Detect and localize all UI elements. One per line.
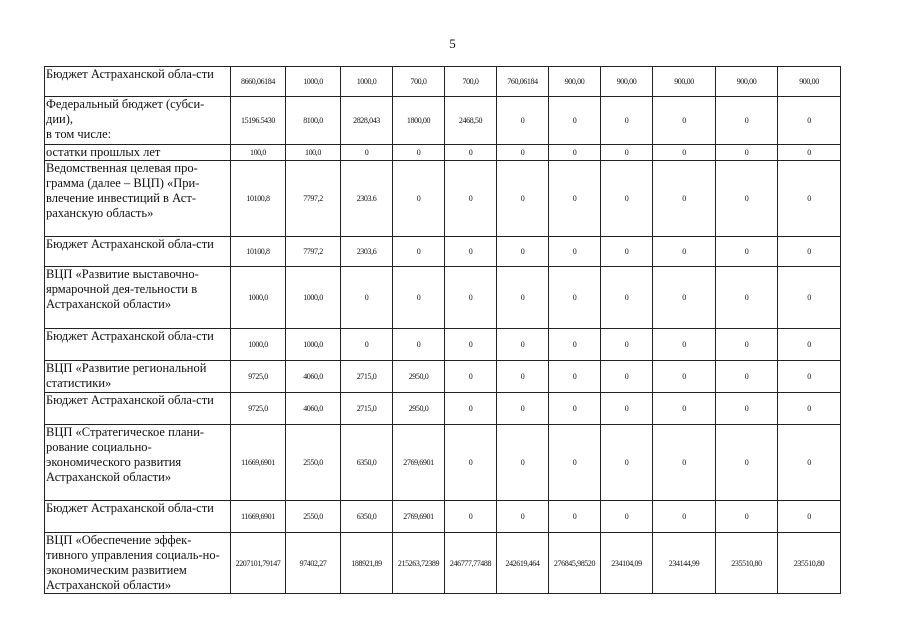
row-value: 0 — [393, 237, 445, 267]
row-value: 2550,0 — [286, 501, 341, 533]
row-value: 900,00 — [716, 67, 778, 97]
budget-table — [44, 66, 841, 594]
row-value: 0 — [549, 161, 601, 237]
row-value: 0 — [497, 361, 549, 393]
row-value: 235510,80 — [716, 533, 778, 594]
table-row — [45, 97, 841, 145]
row-value: 0 — [653, 329, 716, 361]
row-value: 0 — [445, 425, 497, 501]
row-value: 0 — [601, 393, 653, 425]
row-value: 1000,0 — [231, 329, 286, 361]
row-value: 1000,0 — [286, 67, 341, 97]
row-value: 0 — [653, 361, 716, 393]
row-value: 242619,464 — [497, 533, 549, 594]
row-value: 0 — [549, 501, 601, 533]
table-row — [45, 161, 841, 237]
row-value: 0 — [716, 237, 778, 267]
row-value: 0 — [716, 97, 778, 145]
row-value: 10100,8 — [231, 161, 286, 237]
row-value: 2550,0 — [286, 425, 341, 501]
table-row — [45, 393, 841, 425]
row-value: 0 — [716, 329, 778, 361]
row-value: 10100,8 — [231, 237, 286, 267]
row-value: 100,0 — [231, 145, 286, 161]
row-value: 0 — [497, 425, 549, 501]
row-value: 0 — [601, 97, 653, 145]
table-row — [45, 67, 841, 97]
row-value: 0 — [549, 329, 601, 361]
row-label: ВЦП «Стратегическое плани-рование социально-экономического развития Астраханской области» — [45, 425, 231, 501]
row-label: Бюджет Астраханской обла-сти — [45, 501, 231, 533]
row-value: 0 — [445, 237, 497, 267]
row-value: 234144,99 — [653, 533, 716, 594]
row-value: 6350,0 — [341, 425, 393, 501]
row-value: 0 — [778, 501, 841, 533]
row-value: 11669,6901 — [231, 501, 286, 533]
row-value: 700,0 — [445, 67, 497, 97]
row-value: 235510,80 — [778, 533, 841, 594]
row-value: 700,0 — [393, 67, 445, 97]
row-value: 760,06184 — [497, 67, 549, 97]
row-value: 0 — [778, 393, 841, 425]
row-value: 0 — [716, 425, 778, 501]
row-label: Бюджет Астраханской обла-сти — [45, 67, 231, 97]
page-number: 5 — [449, 36, 456, 51]
table-row — [45, 267, 841, 329]
row-value: 234104,09 — [601, 533, 653, 594]
row-value: 0 — [778, 145, 841, 161]
row-value: 0 — [601, 361, 653, 393]
row-value: 1000,0 — [341, 67, 393, 97]
row-value: 0 — [653, 161, 716, 237]
row-value: 0 — [549, 393, 601, 425]
row-label: ВЦП «Развитие выставочно-ярмарочной дея-тельности в Астраханской области» — [45, 267, 231, 329]
row-value: 0 — [497, 501, 549, 533]
row-value: 0 — [445, 361, 497, 393]
row-label: Федеральный бюджет (субси-дии), в том числе: — [45, 97, 231, 145]
row-value: 0 — [778, 361, 841, 393]
row-value: 0 — [497, 97, 549, 145]
row-value: 246777,77488 — [445, 533, 497, 594]
row-value: 4060,0 — [286, 393, 341, 425]
row-value: 0 — [601, 161, 653, 237]
row-label: Бюджет Астраханской обла-сти — [45, 237, 231, 267]
row-value: 0 — [445, 145, 497, 161]
row-value: 0 — [445, 329, 497, 361]
row-label: ВЦП «Развитие региональной статистики» — [45, 361, 231, 393]
row-value: 0 — [601, 237, 653, 267]
row-value: 100,0 — [286, 145, 341, 161]
row-value: 0 — [778, 97, 841, 145]
row-value: 0 — [393, 145, 445, 161]
row-value: 0 — [778, 161, 841, 237]
row-value: 0 — [716, 145, 778, 161]
table-row — [45, 425, 841, 501]
row-value: 1800,00 — [393, 97, 445, 145]
row-value: 0 — [653, 425, 716, 501]
row-label: Ведомственная целевая про-грамма (далее – ВЦП) «При-влечение инвестиций в Аст-раханскую область» — [45, 161, 231, 237]
row-value: 0 — [341, 329, 393, 361]
row-value: 7797,2 — [286, 161, 341, 237]
row-value: 0 — [653, 237, 716, 267]
row-value: 0 — [653, 145, 716, 161]
row-value: 0 — [445, 267, 497, 329]
row-label: остатки прошлых лет — [45, 145, 231, 161]
row-value: 11669,6901 — [231, 425, 286, 501]
row-value: 0 — [549, 425, 601, 501]
row-value: 2769,6901 — [393, 501, 445, 533]
row-value: 8660,06184 — [231, 67, 286, 97]
row-value: 900,00 — [778, 67, 841, 97]
row-value: 188921,89 — [341, 533, 393, 594]
row-value: 0 — [341, 267, 393, 329]
row-value: 900,00 — [601, 67, 653, 97]
row-value: 15196.5430 — [231, 97, 286, 145]
row-value: 6350,0 — [341, 501, 393, 533]
row-value: 2303.6 — [341, 161, 393, 237]
row-value: 0 — [601, 329, 653, 361]
row-value: 0 — [445, 501, 497, 533]
row-value: 8100,0 — [286, 97, 341, 145]
row-value: 4060,0 — [286, 361, 341, 393]
row-label: Бюджет Астраханской обла-сти — [45, 393, 231, 425]
table-row — [45, 329, 841, 361]
row-value: 2303,6 — [341, 237, 393, 267]
row-value: 0 — [653, 267, 716, 329]
row-value: 7797,2 — [286, 237, 341, 267]
row-value: 0 — [549, 97, 601, 145]
row-value: 9725,0 — [231, 393, 286, 425]
row-value: 0 — [445, 161, 497, 237]
table-row — [45, 237, 841, 267]
row-value: 9725,0 — [231, 361, 286, 393]
row-label: Бюджет Астраханской обла-сти — [45, 329, 231, 361]
row-value: 2769,6901 — [393, 425, 445, 501]
row-value: 0 — [778, 329, 841, 361]
row-value: 900,00 — [653, 67, 716, 97]
row-value: 2207101,79147 — [231, 533, 286, 594]
table-row — [45, 501, 841, 533]
row-value: 0 — [549, 361, 601, 393]
row-value: 0 — [778, 425, 841, 501]
row-value: 1000,0 — [231, 267, 286, 329]
row-value: 0 — [653, 501, 716, 533]
row-value: 0 — [445, 393, 497, 425]
row-value: 0 — [716, 267, 778, 329]
row-value: 0 — [716, 501, 778, 533]
row-value: 0 — [393, 161, 445, 237]
row-value: 0 — [716, 393, 778, 425]
row-value: 2715,0 — [341, 393, 393, 425]
row-value: 0 — [653, 393, 716, 425]
row-value: 0 — [497, 393, 549, 425]
row-value: 0 — [778, 267, 841, 329]
row-value: 2468,50 — [445, 97, 497, 145]
table-row — [45, 533, 841, 594]
row-value: 2950,0 — [393, 361, 445, 393]
row-value: 0 — [393, 329, 445, 361]
row-value: 0 — [497, 329, 549, 361]
row-value: 0 — [778, 237, 841, 267]
row-value: 0 — [497, 267, 549, 329]
row-value: 0 — [497, 237, 549, 267]
row-value: 2715,0 — [341, 361, 393, 393]
table-row — [45, 361, 841, 393]
row-value: 0 — [716, 161, 778, 237]
row-value: 0 — [549, 237, 601, 267]
row-value: 0 — [601, 501, 653, 533]
row-value: 0 — [716, 361, 778, 393]
row-value: 0 — [497, 145, 549, 161]
row-value: 276845,98520 — [549, 533, 601, 594]
row-value: 97402,27 — [286, 533, 341, 594]
row-value: 2828,043 — [341, 97, 393, 145]
row-value: 215263,72389 — [393, 533, 445, 594]
row-value: 2950,0 — [393, 393, 445, 425]
row-value: 0 — [601, 267, 653, 329]
row-value: 0 — [549, 145, 601, 161]
row-value: 0 — [653, 97, 716, 145]
table-row — [45, 145, 841, 161]
row-value: 0 — [601, 425, 653, 501]
row-value: 0 — [393, 267, 445, 329]
row-value: 1000,0 — [286, 267, 341, 329]
row-value: 0 — [601, 145, 653, 161]
row-value: 900,00 — [549, 67, 601, 97]
row-value: 1000,0 — [286, 329, 341, 361]
row-value: 0 — [549, 267, 601, 329]
row-value: 0 — [341, 145, 393, 161]
row-label: ВЦП «Обеспечение эффек-тивного управления социаль-но-экономическим развитием Астраханской области» — [45, 533, 231, 594]
row-value: 0 — [497, 161, 549, 237]
